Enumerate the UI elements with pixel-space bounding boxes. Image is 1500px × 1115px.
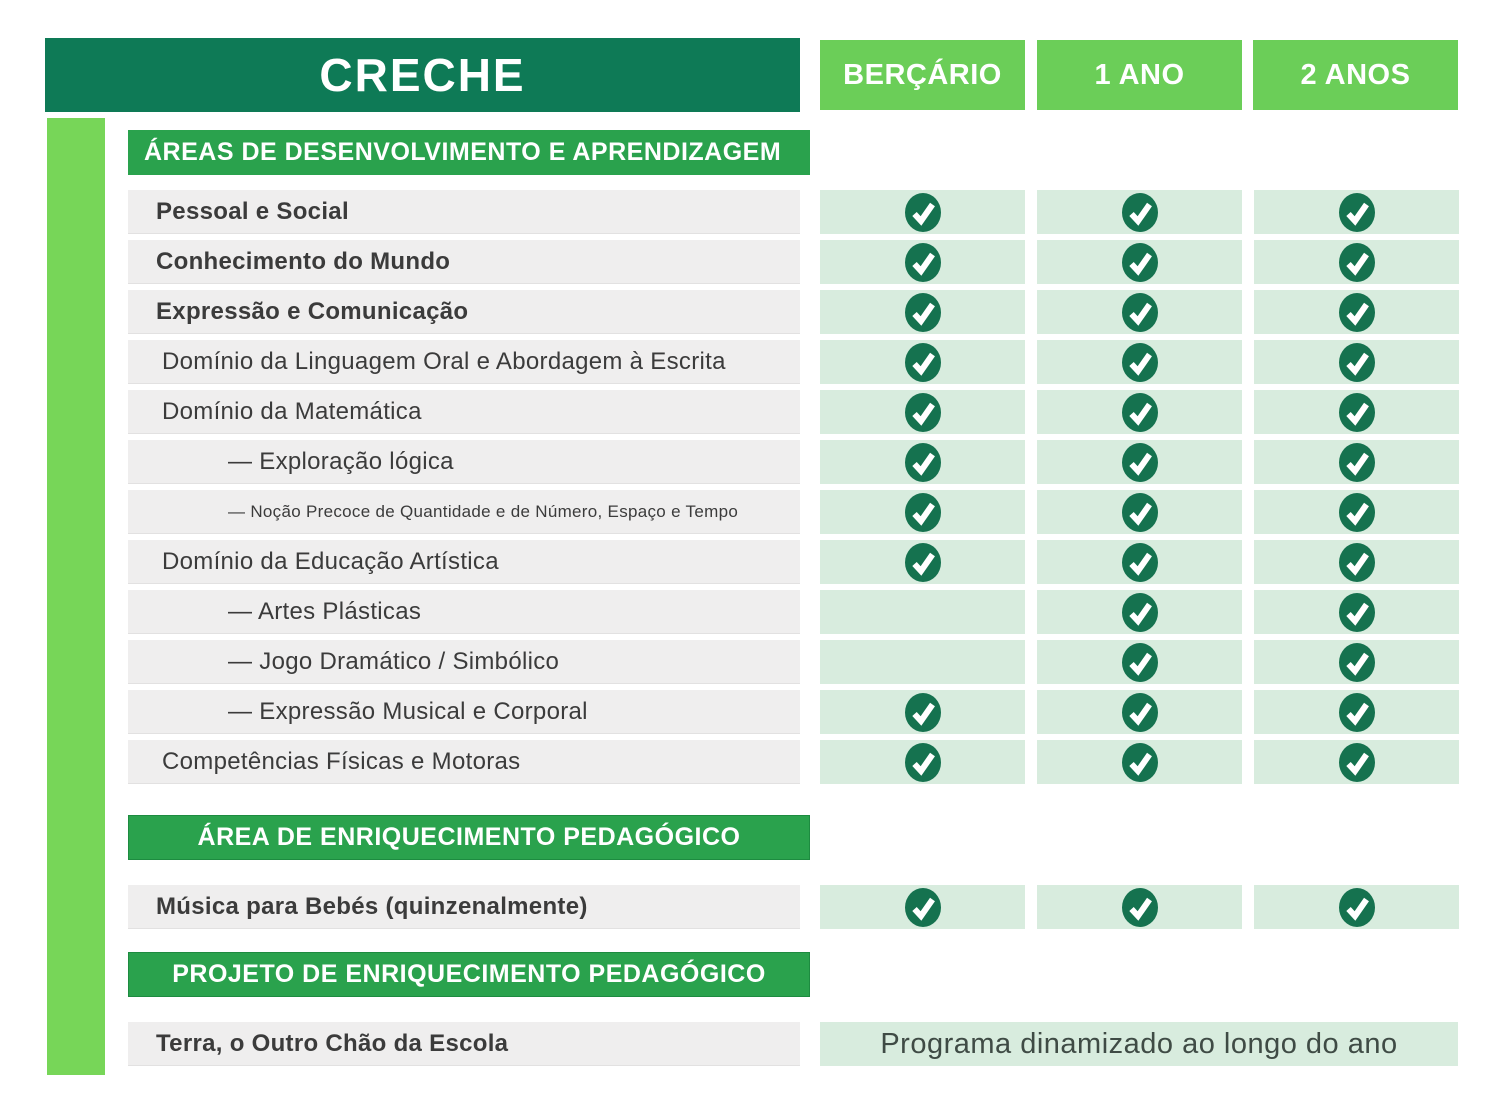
table-row	[128, 190, 1468, 234]
row-label: Domínio da Linguagem Oral e Abordagem à Escrita	[128, 340, 800, 384]
check-cell	[1037, 490, 1242, 534]
check-icon	[1339, 693, 1375, 732]
row-label: Conhecimento do Mundo	[128, 240, 800, 284]
check-icon	[1122, 293, 1158, 332]
check-cell	[820, 490, 1025, 534]
check-cell	[820, 340, 1025, 384]
table-title	[45, 38, 800, 112]
check-icon	[1339, 393, 1375, 432]
check-icon	[1122, 393, 1158, 432]
check-icon	[905, 293, 941, 332]
check-cell	[820, 190, 1025, 234]
check-icon	[1339, 193, 1375, 232]
check-cell	[1037, 885, 1242, 929]
check-cell	[1254, 885, 1459, 929]
check-cell	[1254, 440, 1459, 484]
check-cell	[1037, 540, 1242, 584]
table-row	[128, 240, 1468, 284]
check-icon	[905, 743, 941, 782]
row-label: Domínio da Matemática	[128, 390, 800, 434]
column-header-2-anos: 2 ANOS	[1253, 40, 1458, 110]
row-label: Música para Bebés (quinzenalmente)	[128, 885, 800, 929]
table-row	[128, 440, 1468, 484]
check-icon	[905, 543, 941, 582]
row-label: Competências Físicas e Motoras	[128, 740, 800, 784]
row-label: — Expressão Musical e Corporal	[128, 690, 800, 734]
check-icon	[905, 493, 941, 532]
check-icon	[1339, 343, 1375, 382]
table-row	[128, 590, 1468, 634]
row-label: — Noção Precoce de Quantidade e de Número, Espaço e Tempo	[128, 490, 800, 534]
check-cell	[820, 540, 1025, 584]
check-icon	[905, 243, 941, 282]
table-row	[128, 740, 1468, 784]
check-cell	[1254, 590, 1459, 634]
program-note-cell	[820, 1022, 1458, 1066]
check-icon	[1122, 493, 1158, 532]
check-icon	[1122, 888, 1158, 927]
enrichment-project-rows	[128, 1022, 1468, 1066]
check-icon	[905, 193, 941, 232]
check-icon	[1339, 443, 1375, 482]
row-label: — Exploração lógica	[128, 440, 800, 484]
check-cell	[820, 290, 1025, 334]
table-row	[128, 690, 1468, 734]
check-cell	[1254, 490, 1459, 534]
check-icon	[1339, 543, 1375, 582]
row-label: — Artes Plásticas	[128, 590, 800, 634]
check-icon	[1339, 293, 1375, 332]
check-cell	[1254, 340, 1459, 384]
check-cell	[820, 690, 1025, 734]
column-header-bercario: BERÇÁRIO	[820, 40, 1025, 110]
empty-check-cell	[820, 590, 1025, 634]
check-cell	[1037, 690, 1242, 734]
check-icon	[905, 393, 941, 432]
check-icon	[905, 443, 941, 482]
row-label: Pessoal e Social	[128, 190, 800, 234]
row-label: Expressão e Comunicação	[128, 290, 800, 334]
check-cell	[1254, 740, 1459, 784]
row-label: Terra, o Outro Chão da Escola	[128, 1022, 800, 1066]
column-header-1-ano: 1 ANO	[1037, 40, 1242, 110]
row-label: — Jogo Dramático / Simbólico	[128, 640, 800, 684]
check-cell	[1254, 540, 1459, 584]
table-title-text: CRECHE	[319, 49, 526, 101]
table-row	[128, 885, 1468, 929]
check-cell	[1254, 390, 1459, 434]
check-icon	[1122, 193, 1158, 232]
check-cell	[1037, 390, 1242, 434]
check-icon	[1122, 343, 1158, 382]
empty-check-cell	[820, 640, 1025, 684]
check-cell	[1254, 240, 1459, 284]
check-icon	[1122, 543, 1158, 582]
left-accent-strip	[47, 118, 105, 1075]
table-row	[128, 290, 1468, 334]
check-icon	[1122, 593, 1158, 632]
row-label: Domínio da Educação Artística	[128, 540, 800, 584]
check-icon	[1122, 443, 1158, 482]
section-header-development: ÁREAS DE DESENVOLVIMENTO E APRENDIZAGEM	[128, 130, 810, 175]
check-icon	[905, 343, 941, 382]
check-cell	[1037, 640, 1242, 684]
check-cell	[1037, 440, 1242, 484]
table-row	[128, 490, 1468, 534]
table-row	[128, 340, 1468, 384]
check-cell	[1037, 240, 1242, 284]
table-row	[128, 540, 1468, 584]
check-cell	[1254, 640, 1459, 684]
check-icon	[1339, 743, 1375, 782]
check-icon	[1122, 693, 1158, 732]
enrichment-area-rows	[128, 885, 1468, 929]
check-icon	[1339, 593, 1375, 632]
table-body	[128, 130, 1468, 1072]
check-cell	[820, 440, 1025, 484]
check-cell	[820, 740, 1025, 784]
check-icon	[905, 888, 941, 927]
check-icon	[1339, 643, 1375, 682]
check-cell	[1037, 190, 1242, 234]
check-cell	[820, 390, 1025, 434]
check-cell	[1254, 690, 1459, 734]
section-header-enrichment-area: ÁREA DE ENRIQUECIMENTO PEDAGÓGICO	[128, 815, 810, 860]
check-icon	[1339, 243, 1375, 282]
table-row	[128, 1022, 1468, 1066]
check-icon	[1122, 643, 1158, 682]
check-icon	[1122, 743, 1158, 782]
check-icon	[1339, 888, 1375, 927]
check-cell	[1037, 740, 1242, 784]
development-rows	[128, 190, 1468, 784]
check-cell	[1037, 590, 1242, 634]
table-row	[128, 640, 1468, 684]
check-cell	[1037, 340, 1242, 384]
check-cell	[820, 885, 1025, 929]
check-cell	[1254, 290, 1459, 334]
program-note-text: Programa dinamizado ao longo do ano	[880, 1027, 1398, 1060]
check-cell	[1254, 190, 1459, 234]
check-cell	[1037, 290, 1242, 334]
check-icon	[1122, 243, 1158, 282]
check-icon	[905, 693, 941, 732]
table-row	[128, 390, 1468, 434]
check-cell	[820, 240, 1025, 284]
section-header-enrichment-project: PROJETO DE ENRIQUECIMENTO PEDAGÓGICO	[128, 952, 810, 997]
check-icon	[1339, 493, 1375, 532]
